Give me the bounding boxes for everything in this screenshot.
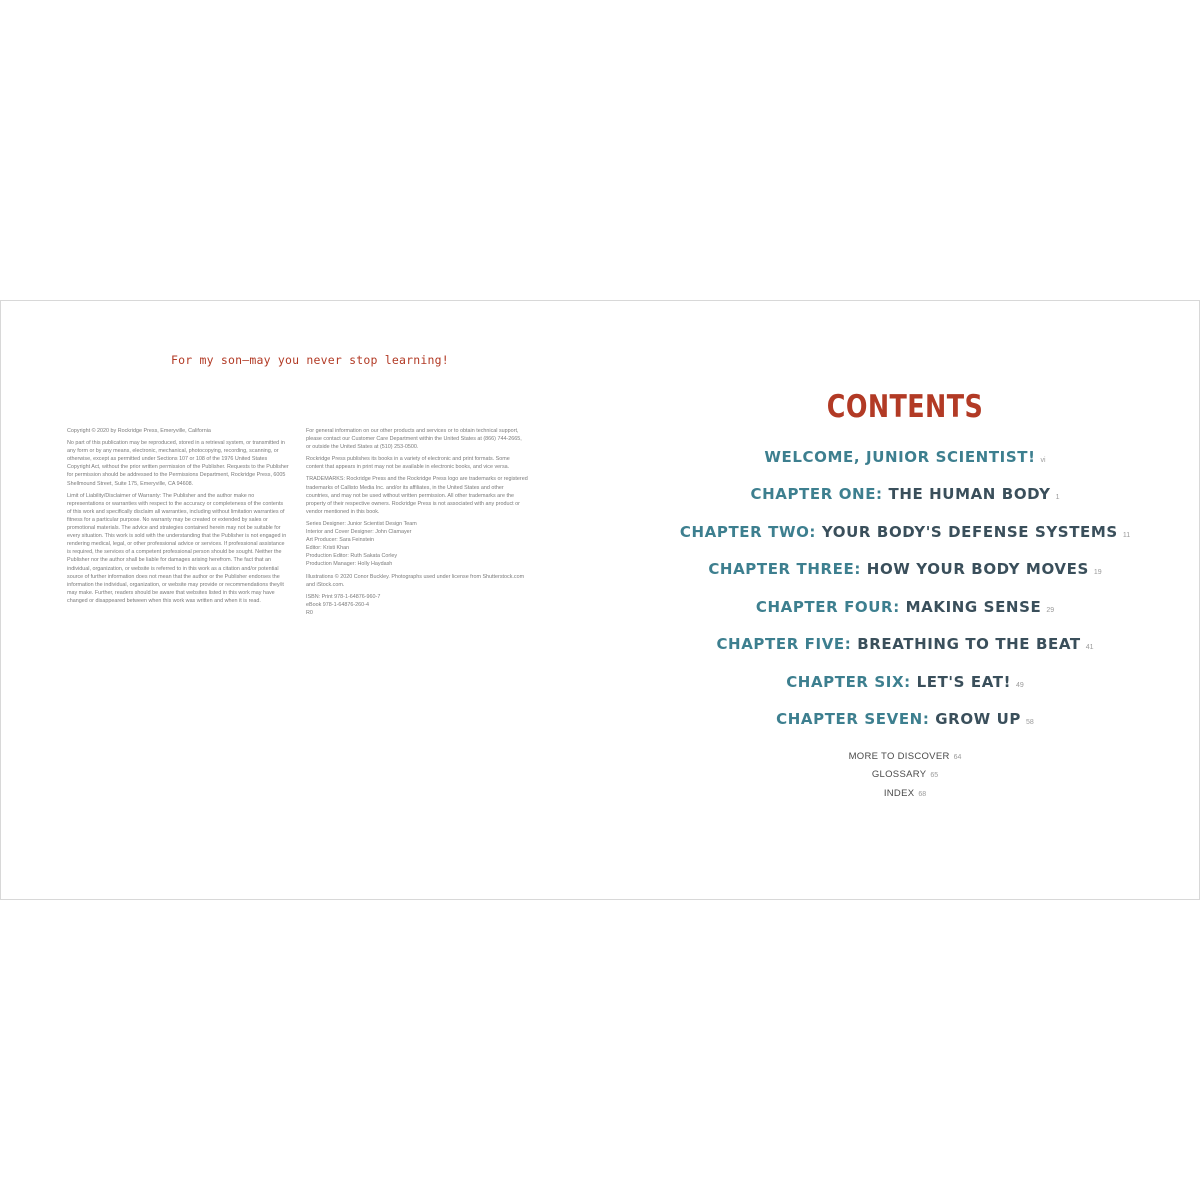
toc-entry-chapter-three[interactable] <box>605 560 1200 578</box>
copyright-paragraph: For general information on our other products and services or to obtain technical support, please contact our Customer Care Department within the United States at (866) 744-2665, or outside the United States at (510) 253-0500. <box>306 428 522 451</box>
copyright-paragraph: Illustrations © 2020 Conor Buckley. Photographs used under license from Shutterstock.com and iStock.com. <box>306 573 525 588</box>
toc-page-number: 19 <box>1093 569 1102 576</box>
toc-page-number: 11 <box>1122 532 1131 539</box>
isbn-paragraph: ISBN: Print 978-1-64876-960-7 eBook 978-1-64876-260-4 R0 <box>306 593 381 616</box>
toc-page-number: 29 <box>1046 607 1055 614</box>
toc-entry-label: INDEX <box>883 788 915 799</box>
book-spread <box>0 300 1200 900</box>
toc-chapter-name: LET'S EAT! <box>916 673 1012 691</box>
toc-entry-chapter-two[interactable] <box>605 523 1200 541</box>
toc-entry-chapter-six[interactable] <box>605 673 1200 691</box>
toc-chapter-name: GROW UP <box>935 710 1022 728</box>
toc-entry-more-to-discover[interactable] <box>705 751 1105 762</box>
toc-entry-chapter-five[interactable] <box>605 635 1200 653</box>
toc-page-number: 49 <box>1016 682 1024 689</box>
toc-chapter-name: THE HUMAN BODY <box>888 485 1051 503</box>
toc-page-number: 1 <box>1055 494 1060 501</box>
toc-entry-welcome[interactable] <box>605 448 1200 466</box>
toc-chapter-number: CHAPTER THREE: <box>708 560 861 578</box>
toc-entry-chapter-seven[interactable] <box>605 710 1200 728</box>
toc-page-number: 58 <box>1026 719 1034 726</box>
toc-chapter-number: CHAPTER TWO: <box>679 523 817 541</box>
copyright-paragraph: Copyright © 2020 by Rockridge Press, Emeryville, California <box>67 428 211 434</box>
copyright-paragraph: Limit of Liability/Disclaimer of Warranty: The Publisher and the author make no representations or warranties with respect to the accuracy or completeness of the contents of this work and specifically disclaim all warranties, including without limitation warranties of fitness for a particular purpose. No warranty may be created or extended by sales or promotional materials. The advice and strategies contained herein may not be suitable for every situation. This work is sold with the understanding that the Publisher is not engaged in rendering medical, legal, or other professional advice or services. If professional assistance is required, the services of a competent professional person should be sought. Neither the Publisher nor the author shall be liable for damages arising herefrom. The fact that an individual, organization, or website is referred to in this work as a citation and/or potential source of further information does not mean that the author or the Publisher endorses the information the individual, organization, or website may provide or recommendations they/it may make. Further, readers should be aware that websites listed in this work may have changed or disappeared between when this work was written and when it is read. <box>67 492 287 604</box>
toc-chapter-number: CHAPTER FIVE: <box>716 635 852 653</box>
contents-title: CONTENTS <box>826 389 984 425</box>
copyright-paragraph: Rockridge Press publishes its books in a variety of electronic and print formats. Some content that appears in print may not be available in electronic books, and vice versa. <box>306 456 510 471</box>
toc-chapter-name: HOW YOUR BODY MOVES <box>866 560 1089 578</box>
toc-entry-chapter-one[interactable] <box>605 485 1200 503</box>
dedication: For my son—may you never stop learning! <box>171 353 449 367</box>
toc-page-number: 68 <box>918 791 927 798</box>
toc-chapter-name: MAKING SENSE <box>905 598 1042 616</box>
toc-entry-label: MORE TO DISCOVER <box>848 751 950 762</box>
copyright-paragraph: TRADEMARKS: Rockridge Press and the Rockridge Press logo are trademarks or registered trademarks of Callisto Media Inc. and/or its affiliates, in the United States and other countries, and may not be used without written permission. All other trademarks are the property of their respective owners. Rockridge Press is not associated with any product or vendor mentioned in this book. <box>306 476 528 515</box>
toc-chapter-number: CHAPTER SIX: <box>786 673 911 691</box>
toc-entry-chapter-four[interactable] <box>605 598 1200 616</box>
copyright-paragraph: No part of this publication may be reproduced, stored in a retrieval system, or transmitted in any form or by any means, electronic, mechanical, photocopying, recording, scanning, or otherwise, except as permitted under Sections 107 or 108 of the 1976 United States Copyright Act, without the prior written permission of the Publisher. Requests to the Publisher for permission should be addressed to the Permissions Department, Rockridge Press, 6005 Shellmound Street, Suite 175, Emeryville, CA 94608. <box>67 440 289 487</box>
toc-entry-glossary[interactable] <box>705 769 1105 780</box>
toc-chapter-name: YOUR BODY'S DEFENSE SYSTEMS <box>821 523 1118 541</box>
toc-chapter-number: CHAPTER FOUR: <box>755 598 900 616</box>
toc-entry-label: WELCOME, JUNIOR SCIENTIST! <box>764 448 1036 466</box>
toc-entry-label: GLOSSARY <box>871 769 927 780</box>
toc-page-number: 41 <box>1085 644 1094 651</box>
toc-chapter-number: CHAPTER SEVEN: <box>776 710 930 728</box>
toc-page-number: 65 <box>930 772 939 779</box>
copyright-column-right <box>306 427 528 621</box>
toc-page-number: vi <box>1040 457 1046 464</box>
toc-chapter-name: BREATHING TO THE BEAT <box>857 635 1081 653</box>
toc-page-number: 64 <box>953 754 962 761</box>
toc-entry-index[interactable] <box>705 788 1105 799</box>
toc-chapter-number: CHAPTER ONE: <box>750 485 883 503</box>
copyright-column-left <box>67 427 289 609</box>
credits-paragraph: Series Designer: Junior Scientist Design Team Interior and Cover Designer: John Clamayer Art Producer: Sara Feinstein Editor: Kristi Khan Production Editor: Ruth Sakata Corley Production Manager: Holly Haydash <box>306 520 417 568</box>
